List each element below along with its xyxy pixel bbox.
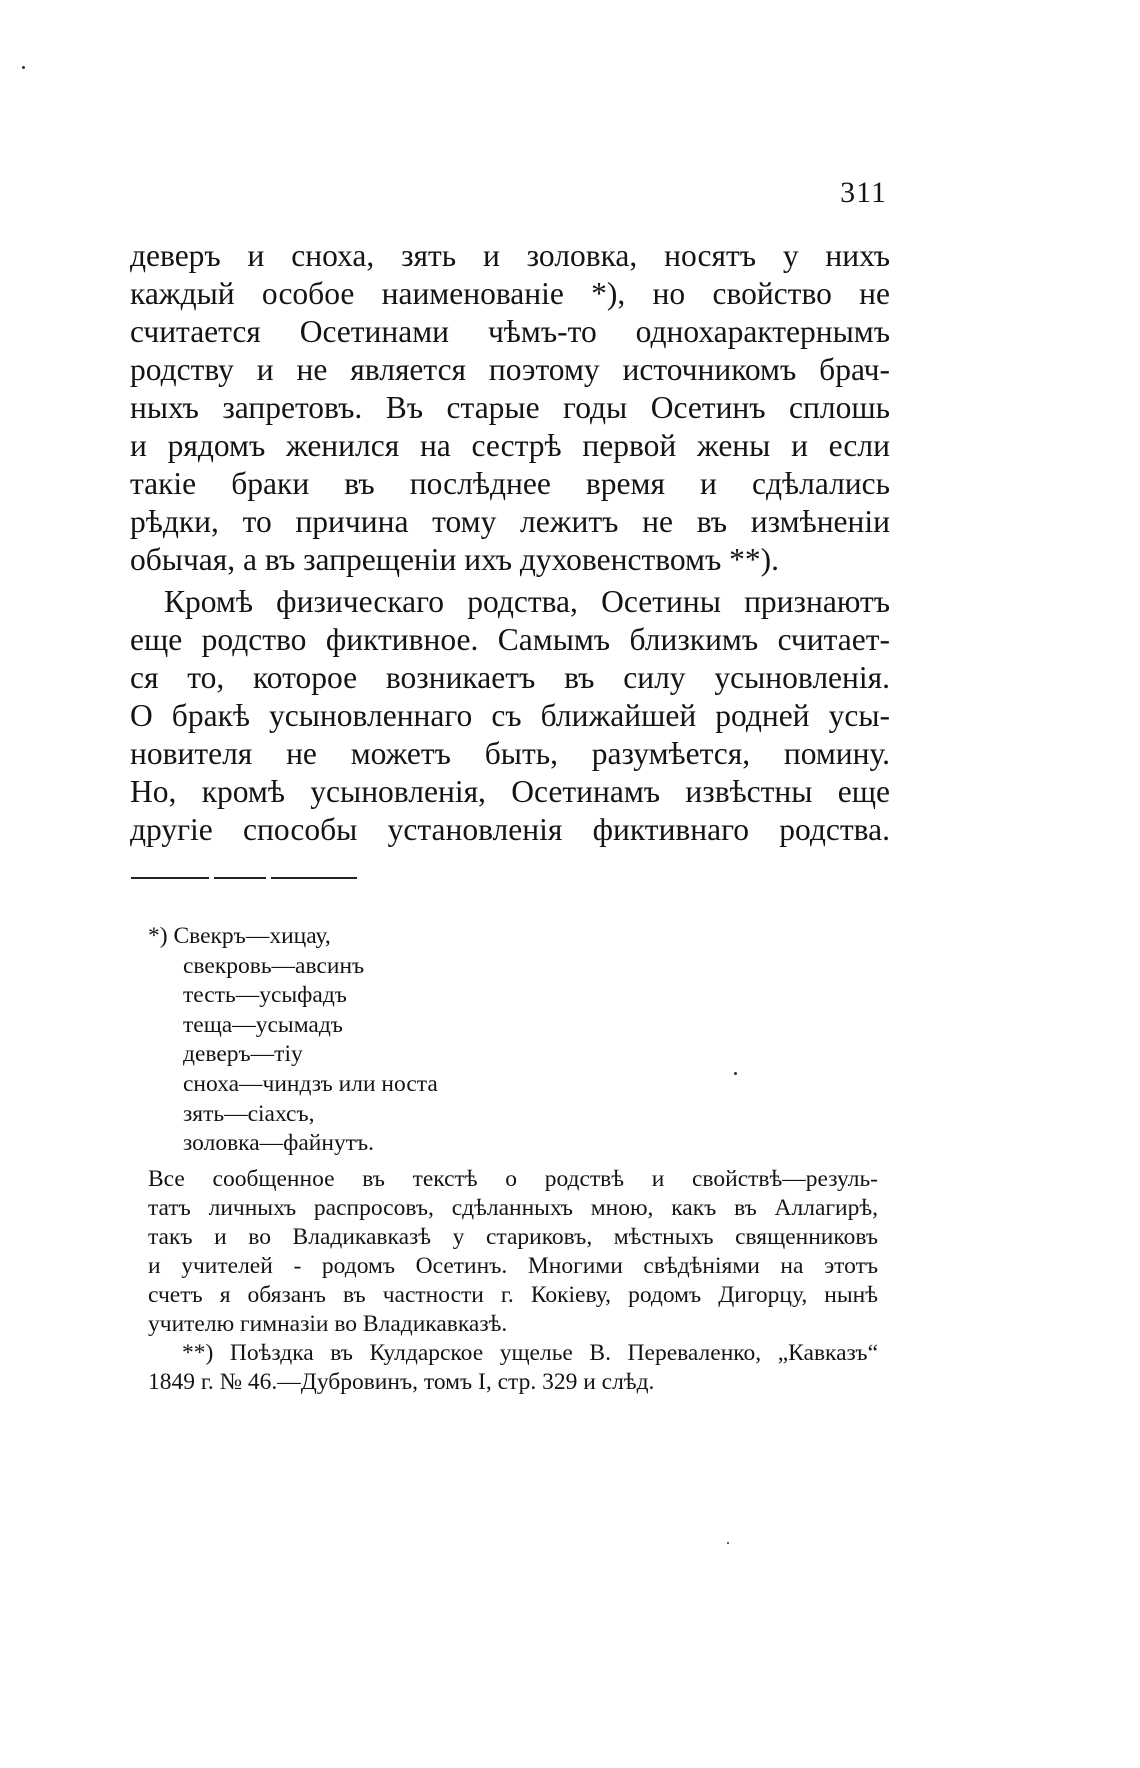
kinship-term-list: [148, 922, 878, 1159]
footnote-line: счетъ я обязанъ въ частности г. Кокіеву, родомъ Дигорцу, нынѣ: [148, 1281, 878, 1308]
footnote-1: [148, 922, 878, 1339]
text-line: другіе способы установленія фиктивнаго родства.: [130, 812, 890, 847]
paragraph-1: [130, 237, 890, 579]
text-line: родству и не является поэтому источникомъ брач-: [130, 352, 890, 387]
footnote-line: татъ личныхъ распросовъ, сдѣланныхъ мною, какъ въ Аллагирѣ,: [148, 1194, 878, 1221]
text-line: Кромѣ физическаго родства, Осетины признаютъ: [164, 584, 890, 619]
text-line: такіе браки въ послѣднее время и сдѣлались: [130, 466, 890, 501]
footnotes: [148, 922, 878, 1397]
text-line: О бракѣ усыновленнаго съ ближайшей родней усы-: [130, 698, 890, 733]
kinship-term: теща—усымадъ: [183, 1011, 343, 1038]
text-line: новителя не можетъ быть, разумѣется, помину.: [130, 736, 890, 771]
scan-speck: [22, 66, 25, 69]
main-text: [130, 237, 890, 849]
footnote-line: Все сообщенное въ текстѣ о родствѣ и свойствѣ—резуль-: [148, 1165, 878, 1192]
footnote-line: 1849 г. № 46.—Дубровинъ, томъ I, стр. 329 и слѣд.: [148, 1368, 655, 1395]
kinship-term: сноха—чиндзъ или носта: [183, 1070, 438, 1097]
text-line: еще родство фиктивное. Самымъ близкимъ считает-: [130, 622, 890, 657]
paragraph-2: [130, 583, 890, 849]
text-line: каждый особое наименованіе *), но свойство не: [130, 276, 890, 311]
text-line: деверъ и сноха, зять и золовка, носятъ у нихъ: [130, 238, 890, 273]
kinship-term: свекровь—авсинъ: [183, 952, 365, 979]
footnote-line: и учителей - родомъ Осетинъ. Многими свѣдѣніями на этотъ: [148, 1252, 878, 1279]
text-line: рѣдки, то причина тому лежитъ не въ измѣненіи: [130, 504, 890, 539]
footnote-2: [148, 1339, 878, 1397]
footnote-separator: [131, 877, 357, 879]
kinship-term: деверъ—тіу: [183, 1041, 303, 1068]
kinship-term: зять—сіахсъ,: [183, 1100, 315, 1127]
footnote-line: такъ и во Владикавказѣ у стариковъ, мѣстныхъ священниковъ: [148, 1223, 878, 1250]
scan-speck: [727, 1542, 729, 1544]
text-line: Но, кромѣ усыновленія, Осетинамъ извѣстны еще: [130, 774, 890, 809]
text-line: обычая, а въ запрещеніи ихъ духовенствомъ **).: [130, 542, 779, 577]
kinship-term: *) Свекръ—хицау,: [148, 923, 331, 949]
page-number: 311: [840, 176, 887, 209]
footnote-line: учителю гимназіи во Владикавказѣ.: [148, 1310, 508, 1337]
text-line: и рядомъ женился на сестрѣ первой жены и если: [130, 428, 890, 463]
footnote-line: **) Поѣздка въ Кулдарское ущелье В. Переваленко, „Кавказъ“: [182, 1339, 878, 1366]
text-line: считается Осетинами чѣмъ-то однохарактернымъ: [130, 314, 890, 349]
text-line: ся то, которое возникаетъ въ силу усыновленія.: [130, 660, 890, 695]
kinship-term: тесть—усыфадъ: [183, 982, 347, 1009]
text-line: ныхъ запретовъ. Въ старые годы Осетинъ сплошь: [130, 390, 890, 425]
kinship-term: золовка—файнутъ.: [183, 1130, 375, 1157]
